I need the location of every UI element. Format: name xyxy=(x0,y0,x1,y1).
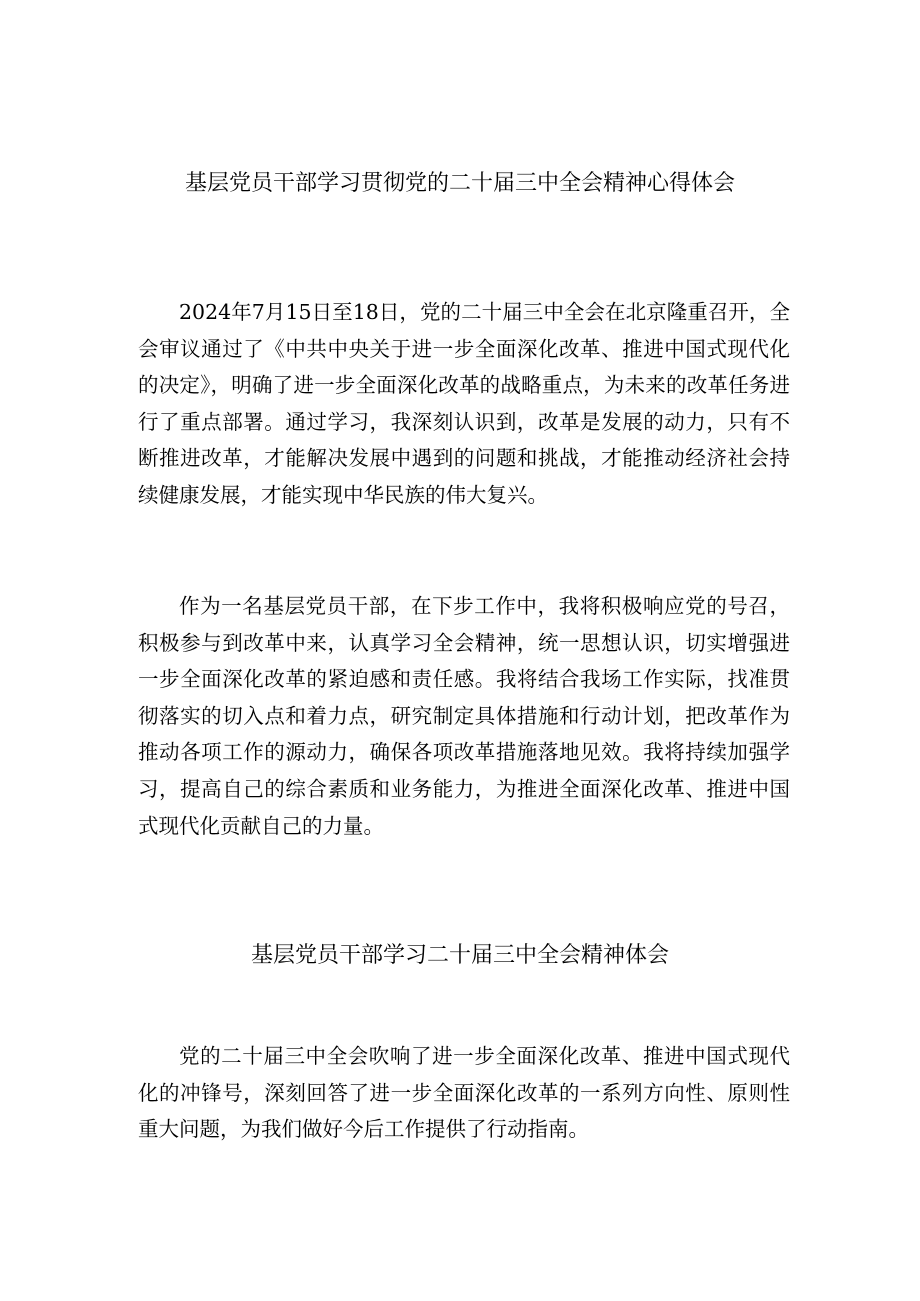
article-1-paragraph-2: 作为一名基层党员干部，在下步工作中，我将积极响应党的号召，积极参与到改革中来，认真学习全会精神，统一思想认识，切实增强进一步全面深化改革的紧迫感和责任感。我将结合我场工作实际，找准贯彻落实的切入点和着力点，研究制定具体措施和行动计划，把改革作为推动各项工作的源动力，确保各项改革措施落地见效。我将持续加强学习，提高自己的综合素质和业务能力，为推进全面深化改革、推进中国式现代化贡献自己的力量。 xyxy=(138,594,790,838)
article-1-title: 基层党员干部学习贯彻党的二十届三中全会精神心得体会 xyxy=(184,171,735,196)
article-1-paragraph-1: 2024年7月15日至18日，党的二十届三中全会在北京隆重召开，全会审议通过了《中共中央关于进一步全面深化改革、推进中国式现代化的决定》，明确了进一步全面深化改革的战略重点，为未来的改革任务进行了重点部署。通过学习，我深刻认识到，改革是发展的动力，只有不断推进改革，才能解决发展中遇到的问题和挑战，才能推动经济社会持续健康发展，才能实现中华民族的伟大复兴。 xyxy=(138,300,790,507)
article-2-title: 基层党员干部学习二十届三中全会精神体会 xyxy=(250,943,669,968)
article-2-paragraph-1: 党的二十届三中全会吹响了进一步全面深化改革、推进中国式现代化的冲锋号，深刻回答了进一步全面深化改革的一系列方向性、原则性重大问题，为我们做好今后工作提供了行动指南。 xyxy=(138,1044,790,1142)
